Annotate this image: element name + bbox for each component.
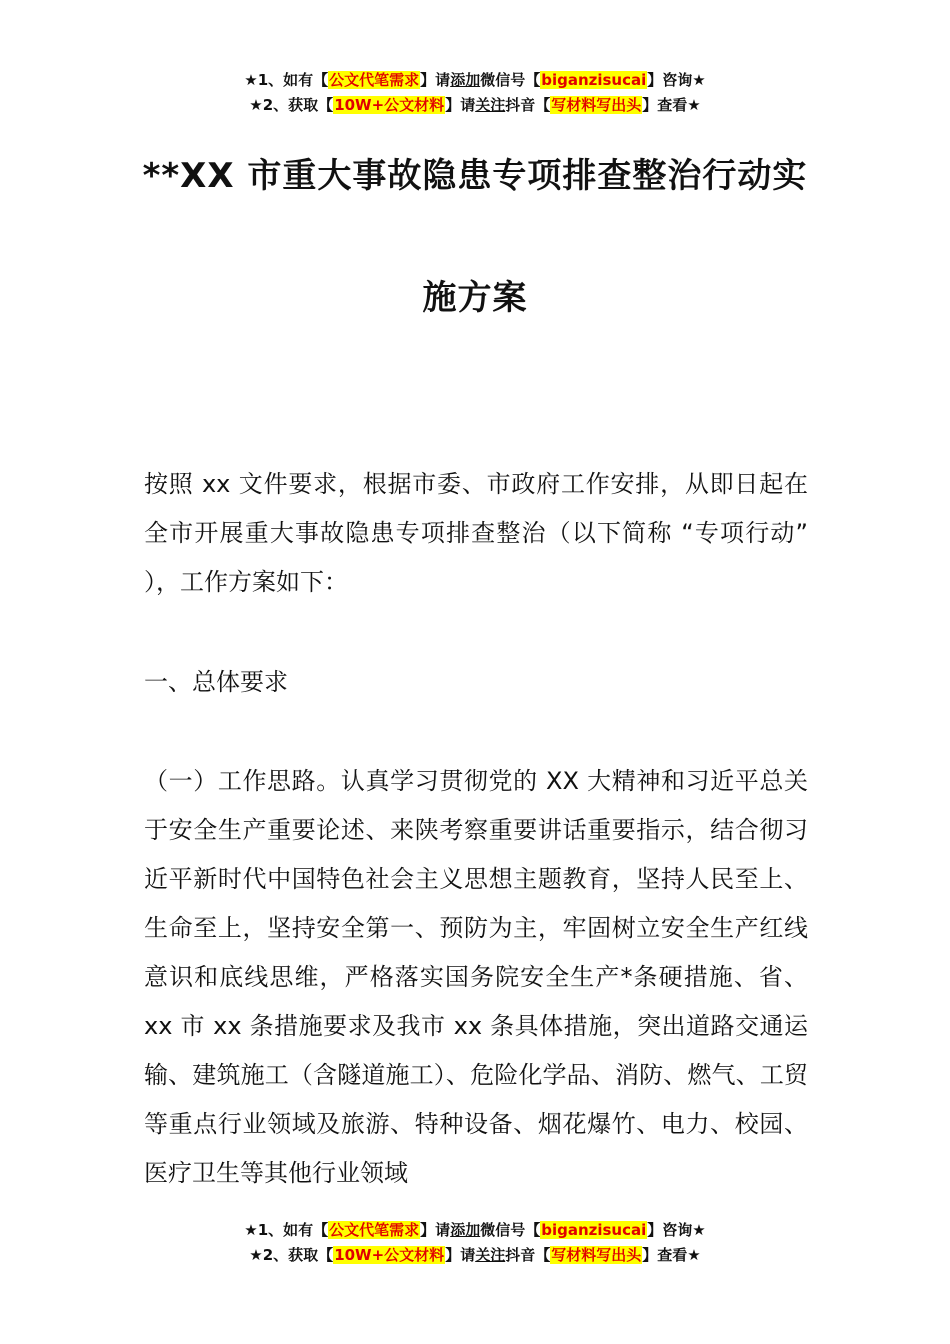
- banner-text: 】请: [445, 96, 476, 114]
- section-heading: 一、总体要求: [144, 668, 288, 696]
- banner-text: 抖音【: [505, 1246, 551, 1264]
- banner-text: 】咨询★: [647, 71, 706, 89]
- body-paragraph: （一）工作思路。认真学习贯彻党的 XX 大精神和习近平总关于安全生产重要论述、来陕考察重要讲话重要指示，结合彻习近平新时代中国特色社会主义思想主题教育，坚持人民至上、生命至上，坚持安全第一、预防为主，牢固树立安全生产红线意识和底线思维，严格落实国务院安全生产*条硬措施、省、xx 市 xx 条措施要求及我市 xx 条具体措施，突出道路交通运输、建筑施工（含隧道施工）、危险化学品、消防、燃气、工贸等重点行业领域及旅游、特种设备、烟花爆竹、电力、校园、医疗卫生等其他行业领域: [144, 767, 808, 1187]
- document-title-line-1: **XX 市重大事故隐患专项排查整治行动实: [142, 156, 808, 196]
- banner-highlight: 公文代笔需求: [329, 1221, 420, 1239]
- banner-text: ★2、获取【: [249, 96, 334, 114]
- banner-text: ★1、如有【: [244, 1221, 329, 1239]
- banner-text: 微信号【: [480, 71, 541, 89]
- banner-text: ★1、如有【: [244, 71, 329, 89]
- banner-text: 】查看★: [642, 96, 701, 114]
- banner-highlight: 写材料写出头: [551, 96, 642, 114]
- banner-text: 】请: [445, 1246, 476, 1264]
- footer-banner: [0, 1218, 950, 1268]
- banner-text: ★2、获取【: [249, 1246, 334, 1264]
- banner-highlight: 公文代笔需求: [329, 71, 420, 89]
- banner-line-2: [0, 1243, 950, 1268]
- banner-underline: 添加: [450, 1221, 481, 1239]
- banner-highlight: biganzisucai: [541, 1221, 647, 1239]
- banner-text: 】请: [420, 1221, 451, 1239]
- intro-paragraph: 按照 xx 文件要求，根据市委、市政府工作安排，从即日起在全市开展重大事故隐患专项排查整治（以下简称 “专项行动” ），工作方案如下：: [144, 470, 808, 596]
- banner-text: 微信号【: [480, 1221, 541, 1239]
- header-banner: [0, 68, 950, 118]
- banner-text: 】咨询★: [647, 1221, 706, 1239]
- banner-line-2: [0, 93, 950, 118]
- banner-highlight: 10W+公文材料: [334, 1246, 445, 1264]
- banner-highlight: 写材料写出头: [551, 1246, 642, 1264]
- banner-text: 】请: [420, 71, 451, 89]
- document-title-line-2: 施方案: [422, 278, 528, 318]
- banner-line-1: [0, 1218, 950, 1243]
- banner-line-1: [0, 68, 950, 93]
- banner-underline: 关注: [475, 96, 506, 114]
- banner-highlight: biganzisucai: [541, 71, 647, 89]
- banner-text: 】查看★: [642, 1246, 701, 1264]
- banner-underline: 关注: [475, 1246, 506, 1264]
- banner-text: 抖音【: [505, 96, 551, 114]
- banner-underline: 添加: [450, 71, 481, 89]
- banner-highlight: 10W+公文材料: [334, 96, 445, 114]
